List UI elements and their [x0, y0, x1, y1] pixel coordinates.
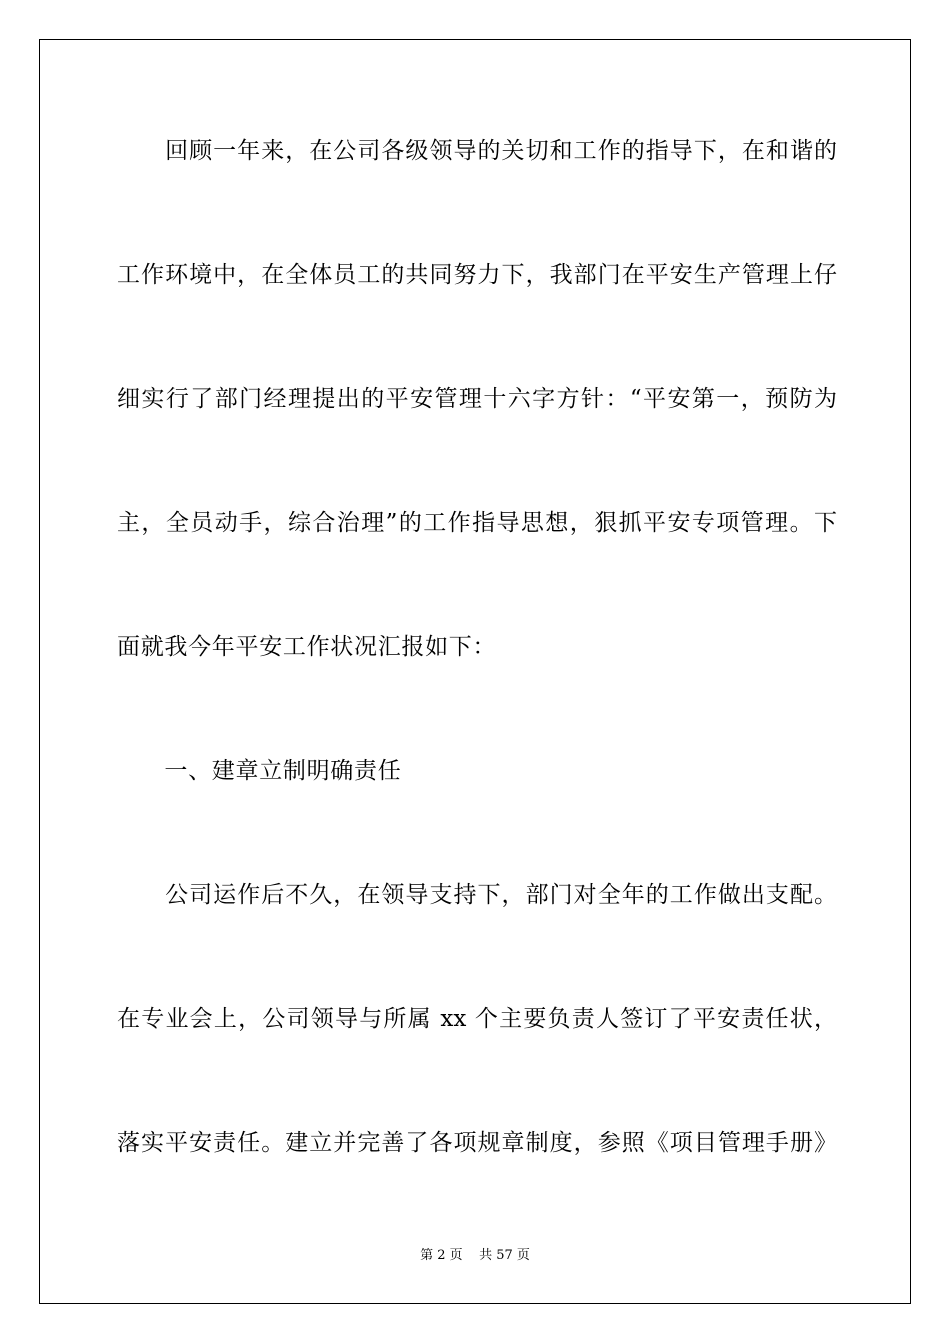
paragraph-line: 工作环境中，在全体员工的共同努力下，我部门在平安生产管理上仔	[117, 262, 837, 288]
page-border	[39, 39, 911, 1304]
page-footer: 第 2 页 共 57 页	[420, 1248, 530, 1263]
paragraph-line: 落实平安责任。建立并完善了各项规章制度，参照《项目管理手册》	[117, 1130, 837, 1156]
paragraph-line: 细实行了部门经理提出的平安管理十六字方针：“平安第一，预防为	[117, 386, 837, 412]
paragraph-line: 主，全员动手，综合治理”的工作指导思想，狠抓平安专项管理。下	[117, 510, 837, 536]
paragraph-line: 公司运作后不久，在领导支持下，部门对全年的工作做出支配。	[117, 882, 837, 908]
paragraph-line: 在专业会上，公司领导与所属 xx 个主要负责人签订了平安责任状，	[117, 1006, 837, 1032]
section-heading: 一、建章立制明确责任	[117, 758, 402, 784]
paragraph-line: 回顾一年来，在公司各级领导的关切和工作的指导下，在和谐的	[117, 138, 837, 164]
paragraph-line: 面就我今年平安工作状况汇报如下：	[117, 634, 497, 660]
